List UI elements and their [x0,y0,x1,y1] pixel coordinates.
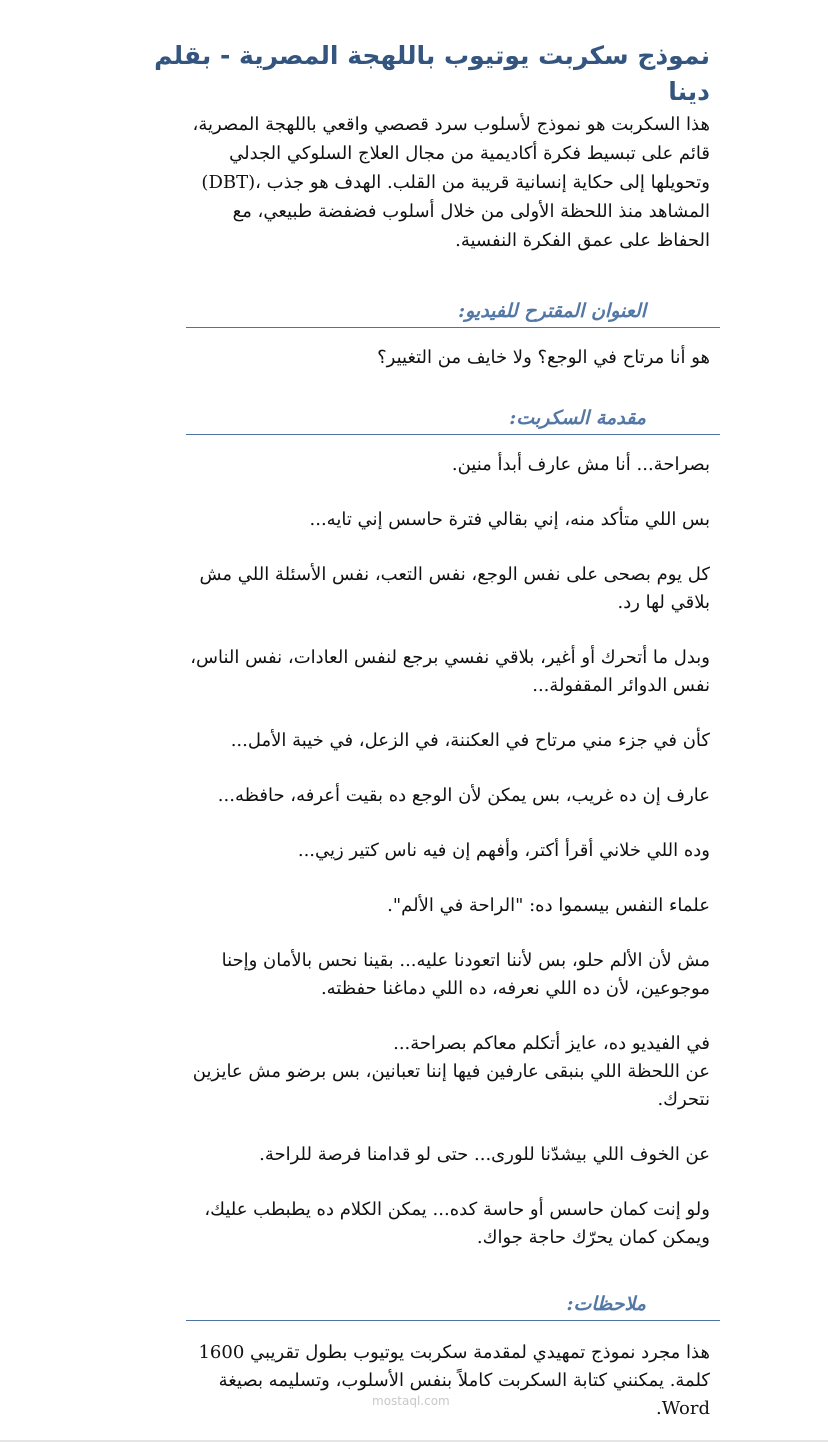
script-line: عن اللحظة اللي بنبقى عارفين فيها إننا تعبانين، بس برضو مش عايزين [192,1061,710,1082]
notes-line: هذا مجرد نموذج تمهيدي لمقدمة سكربت يوتيوب بطول تقريبي 1600 [198,1342,710,1363]
script-paragraph [110,947,710,1003]
script-paragraph [110,506,710,534]
script-paragraph [110,1141,710,1169]
script-line: علماء النفس بيسموا ده: "الراحة في الألم". [387,895,710,916]
intro-line: الحفاظ على عمق الفكرة النفسية. [455,230,710,251]
script-line: مش لأن الألم حلو، بس لأننا اتعودنا عليه... بقينا نحس بالأمان وإحنا [221,950,710,971]
script-line: نفس الدوائر المقفولة... [532,675,710,696]
script-line: كل يوم بصحى على نفس الوجع، نفس التعب، نفس الأسئلة اللي مش [199,564,710,585]
script-paragraph [110,837,710,865]
intro-line: قائم على تبسيط فكرة أكاديمية من مجال العلاج السلوكي الجدلي [229,143,710,164]
script-line: ويمكن كمان يحرّك حاجة جواك. [476,1227,710,1248]
notes-line: كلمة. يمكنني كتابة السكربت كاملاً بنفس الأسلوب، وتسليمه بصيغة [218,1370,710,1391]
script-body [110,451,710,1252]
script-paragraph [110,561,710,617]
intro-line: وتحويلها إلى حكاية إنسانية قريبة من القلب. الهدف هو جذب ،(DBT) [201,172,710,193]
script-paragraph [110,1196,710,1252]
notes-heading: ملاحظات: [186,1290,720,1321]
suggested-title-heading: العنوان المقترح للفيديو: [186,297,720,328]
script-intro-heading: مقدمة السكربت: [186,404,720,435]
script-line: موجوعين، لأن ده اللي نعرفه، ده اللي دماغنا حفظته. [320,978,710,999]
script-paragraph [110,892,710,920]
notes-line: Word. [656,1398,710,1419]
intro-paragraph [120,110,710,255]
intro-line: المشاهد منذ اللحظة الأولى من خلال أسلوب فضفضة طبيعي، مع [232,201,710,222]
script-paragraph [110,1030,710,1114]
script-line: عارف إن ده غريب، بس يمكن لأن الوجع ده بقيت أعرفه، حافظه... [217,785,710,806]
intro-line: هذا السكربت هو نموذج لأسلوب سرد قصصي واقعي باللهجة المصرية، [192,114,710,135]
script-line: بس اللي متأكد منه، إني بقالي فترة حاسس إني تايه... [309,509,710,530]
script-paragraph [110,451,710,479]
document-title: نموذج سكربت يوتيوب باللهجة المصرية - بقلم دينا [154,41,710,106]
notes-paragraph [110,1339,710,1423]
script-line: ولو إنت كمان حاسس أو حاسة كده... يمكن الكلام ده يطبطب عليك، [204,1199,710,1220]
document-page [110,38,710,1423]
script-line: وبدل ما أتحرك أو أغير، بلاقي نفسي برجع لنفس العادات، نفس الناس، [190,647,710,668]
script-line: عن الخوف اللي بيشدّنا للورى... حتى لو قدامنا فرصة للراحة. [259,1144,710,1165]
script-paragraph [110,727,710,755]
script-line: نتحرك. [657,1089,710,1110]
script-line: بلاقي لها رد. [617,592,710,613]
script-line: كأن في جزء مني مرتاح في العكننة، في الزعل، في خيبة الأمل... [230,730,710,751]
script-line: وده اللي خلاني أقرأ أكتر، وأفهم إن فيه ناس كتير زيي... [297,840,710,861]
suggested-title-text: هو أنا مرتاح في الوجع؟ ولا خايف من التغيير؟ [377,347,710,368]
script-paragraph [110,644,710,700]
watermark: mostaql.com [372,1394,450,1408]
script-line: في الفيديو ده، عايز أتكلم معاكم بصراحة... [393,1033,710,1054]
script-paragraph [110,782,710,810]
script-line: بصراحة... أنا مش عارف أبدأ منين. [451,454,710,475]
